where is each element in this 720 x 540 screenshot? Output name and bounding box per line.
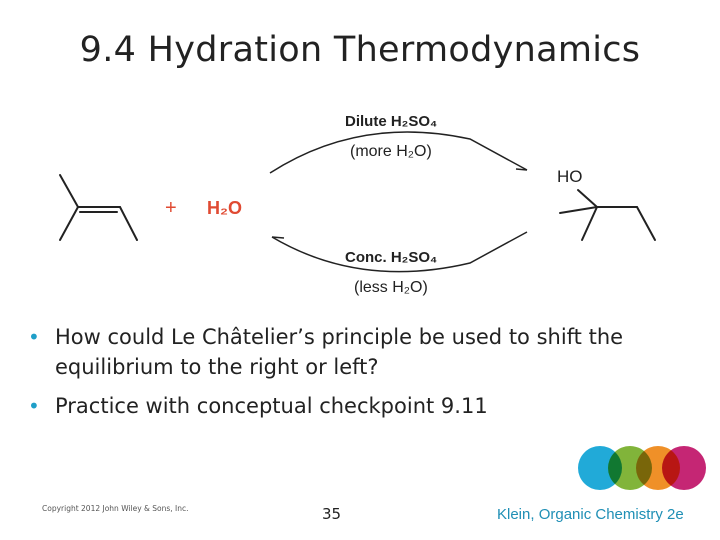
bullet-marker: • <box>28 394 40 418</box>
copyright-text: Copyright 2012 John Wiley & Sons, Inc. <box>42 504 189 513</box>
publisher-logo <box>574 446 708 494</box>
forward-condition: Dilute H₂SO₄ <box>345 113 438 130</box>
logo-circle-magenta <box>662 446 706 490</box>
hydroxyl-label: HO <box>557 167 583 186</box>
alkene-structure <box>60 175 137 240</box>
slide-title: 9.4 Hydration Thermodynamics <box>79 30 641 70</box>
bullet-marker: • <box>28 325 40 349</box>
reaction-scheme <box>0 95 720 310</box>
bullet-item <box>28 322 698 382</box>
plus-sign: + <box>165 197 177 219</box>
forward-note: (more H₂O) <box>350 143 432 160</box>
reverse-note: (less H₂O) <box>354 279 428 296</box>
bullet-text: How could Le Châtelier’s principle be used to shift the equilibrium to the right or left? <box>55 325 624 379</box>
bullet-list <box>28 322 698 430</box>
alcohol-structure <box>560 190 655 240</box>
page-number: 35 <box>322 505 342 523</box>
bullet-text: Practice with conceptual checkpoint 9.11 <box>55 394 488 418</box>
textbook-credit: Klein, Organic Chemistry 2e <box>497 506 684 523</box>
reverse-condition: Conc. H₂SO₄ <box>345 249 438 266</box>
water-label: H₂O <box>207 198 242 218</box>
bullet-item <box>28 391 698 421</box>
